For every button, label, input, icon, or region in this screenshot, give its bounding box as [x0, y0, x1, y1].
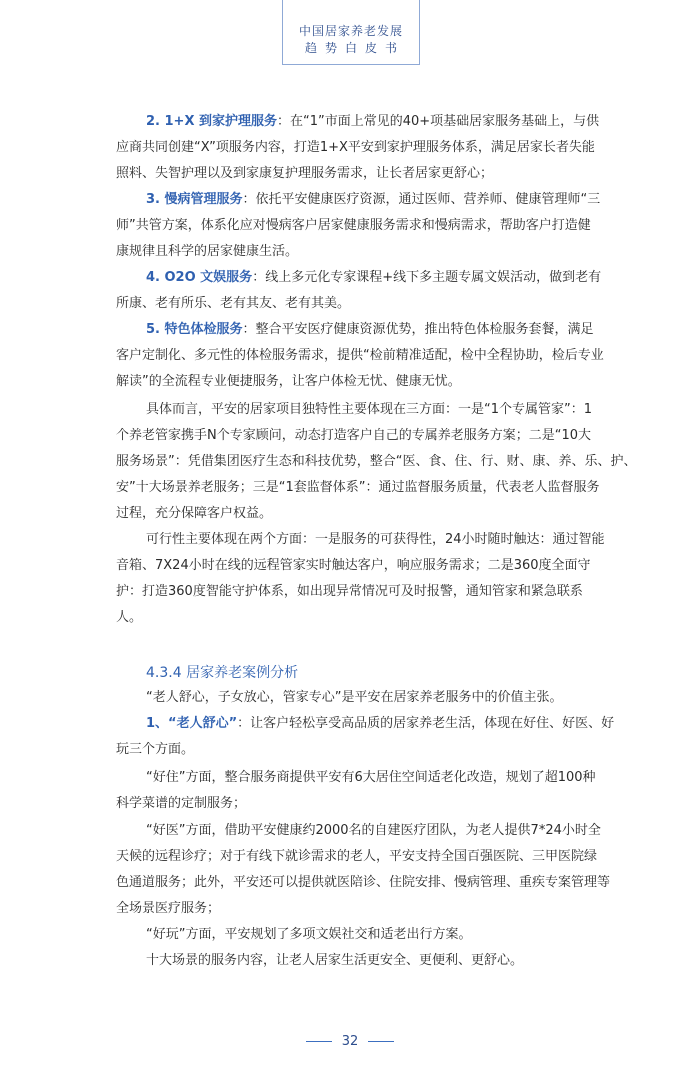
- header-title: 中国居家养老发展: [298, 24, 403, 38]
- feasibility-line1: 可行性主要体现在两个方面：一是服务的可获得性，24小时随时触达：通过智能: [146, 532, 605, 547]
- haoyi-line2: 天候的远程诊疗；对于有线下就诊需求的老人，平安支持全国百强医院、三甲医院绿: [116, 849, 598, 864]
- item4-line2: 所康、老有所乐、老有其友、老有其美。: [116, 296, 351, 311]
- item4-line1: [146, 270, 601, 286]
- feasibility-line3: 护：打造360度智能守护体系，如出现异常情况可及时报警，通知管家和紧急联系: [116, 584, 583, 599]
- haoyi-line4: 全场景医疗服务；: [116, 901, 221, 916]
- item3-line1: [146, 192, 600, 208]
- point1-line1: [146, 716, 614, 732]
- item2-line2: 应商共同创建“X”项服务内容，打造1+X平安到家护理服务体系，满足居家长者失能: [116, 140, 595, 155]
- features-line4: 安”十大场景养老服务；三是“1套监督体系”：通过监督服务质量，代表老人监督服务: [116, 480, 600, 495]
- page-footer: [0, 1031, 700, 1051]
- item3-heading: 3. 慢病管理服务: [146, 192, 243, 207]
- feasibility-line2: 音箱、7X24小时在线的远程管家实时触达客户，响应服务需求；二是360度全面守: [116, 558, 591, 573]
- intro-line1: “老人舒心，子女放心，管家专心”是平安在居家养老服务中的价值主张。: [146, 690, 563, 705]
- item2-line1-text: ：在“1”市面上常见的40+项基础居家服务基础上，与供: [277, 114, 600, 129]
- item5-heading: 5. 特色体检服务: [146, 322, 243, 337]
- item5-line2: 客户定制化、多元性的体检服务需求，提供“检前精准适配，检中全程协助，检后专业: [116, 348, 604, 363]
- footer-rule-left: [306, 1041, 332, 1042]
- item3-line2: 师”共管方案，体系化应对慢病客户居家健康服务需求和慢病需求，帮助客户打造健: [116, 218, 591, 233]
- item4-heading: 4. O2O 文娱服务: [146, 270, 253, 285]
- closing-line1: 十大场景的服务内容，让老人居家生活更安全、更便利、更舒心。: [146, 953, 524, 968]
- feasibility-line4: 人。: [116, 610, 143, 625]
- item4-line1-text: ：线上多元化专家课程+线下多主题专属文娱活动，做到老有: [252, 270, 602, 285]
- page-number: 32: [341, 1033, 359, 1049]
- features-line5: 过程，充分保障客户权益。: [116, 506, 273, 521]
- item5-line1-text: ：整合平安医疗健康资源优势，推出特色体检服务套餐，满足: [242, 322, 594, 337]
- features-line1: 具体而言，平安的居家项目独特性主要体现在三方面：一是“1个专属管家”：1: [146, 402, 593, 417]
- point1-line1-text: ：让客户轻松享受高品质的居家养老生活，体现在好住、好医、好: [237, 716, 615, 731]
- item2-heading: 2. 1+X 到家护理服务: [146, 114, 277, 129]
- features-line2: 个养老管家携手N个专家顾问，动态打造客户自己的专属养老服务方案；二是“10大: [116, 428, 592, 443]
- haowan-line1: “好玩”方面，平安规划了多项文娱社交和适老出行方案。: [146, 927, 472, 942]
- section-heading: 4.3.4 居家养老案例分析: [146, 665, 299, 681]
- haozhu-line2: 科学菜谱的定制服务；: [116, 796, 247, 811]
- haoyi-line1: “好医”方面，借助平安健康约2000名的自建医疗团队，为老人提供7*24小时全: [146, 823, 601, 838]
- point1-heading: 1、“老人舒心”: [146, 716, 238, 731]
- footer-rule-right: [368, 1041, 394, 1042]
- running-header: [282, 0, 420, 65]
- haozhu-line1: “好住”方面，整合服务商提供平安有6大居住空间适老化改造，规划了超100种: [146, 770, 596, 785]
- item5-line3: 解读”的全流程专业便捷服务，让客户体检无忧、健康无忧。: [116, 374, 461, 389]
- item3-line3: 康规律且科学的居家健康生活。: [116, 244, 299, 259]
- features-line3: 服务场景”：凭借集团医疗生态和科技优势，整合“医、食、住、行、财、康、养、乐、护、: [116, 454, 637, 469]
- header-subtitle: 趋势白皮书: [304, 41, 405, 55]
- item3-line1-text: ：依托平安健康医疗资源，通过医师、营养师、健康管理师“三: [242, 192, 601, 207]
- item5-line1: [146, 322, 594, 338]
- point1-line2: 玩三个方面。: [116, 742, 195, 757]
- haoyi-line3: 色通道服务；此外，平安还可以提供就医陪诊、住院安排、慢病管理、重疾专案管理等: [116, 875, 611, 890]
- item2-line3: 照料、失智护理以及到家康复护理服务需求，让长者居家更舒心；: [116, 166, 494, 181]
- item2-line1: [146, 114, 599, 130]
